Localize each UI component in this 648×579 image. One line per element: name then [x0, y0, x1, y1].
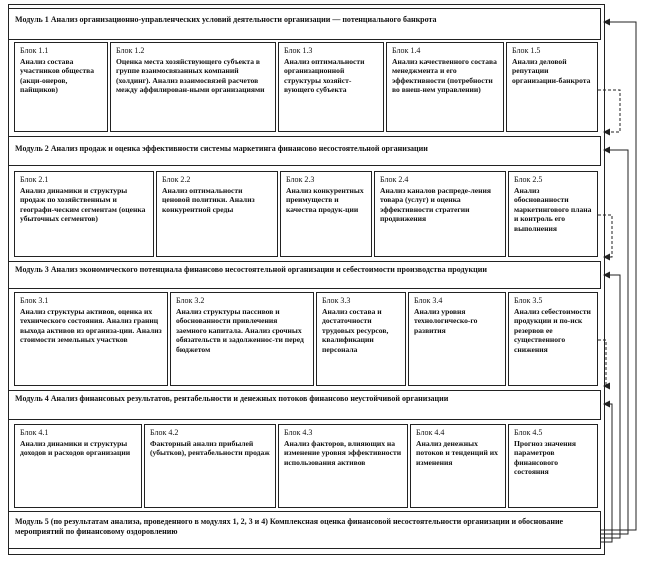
- block-title: Блок 2.2: [162, 175, 191, 184]
- block-text: Анализ качественного состава менеджмента и его эффективности (потребности во внеш-нем управлении): [392, 56, 497, 94]
- arrow-m5-to-m4: [601, 404, 612, 542]
- block-title: Блок 1.2: [116, 46, 145, 55]
- block-title: Блок 2.3: [286, 175, 315, 184]
- module-1-header: Модуль 1 Анализ организационно-управленческих условий деятельности организации — потенциального банкрота: [8, 8, 601, 40]
- block-text: Анализ структуры пассивов и обоснованности привлечения заемного капитала. Анализ срочных обязательств и задолженнос-ти перед бюджетом: [176, 306, 304, 354]
- block-text: Прогноз значения параметров финансового состояния: [514, 438, 576, 476]
- block-text: Анализ динамики и структуры доходов и расходов организации: [20, 438, 131, 457]
- block-text: Анализ факторов, влияющих на изменение уровня эффективности использования активов: [284, 438, 402, 467]
- block-title: Блок 1.4: [392, 46, 421, 55]
- block-title: Блок 2.4: [380, 175, 409, 184]
- block-title: Блок 4.5: [514, 428, 543, 437]
- arrow-m1-blocks: [598, 90, 620, 132]
- block-title: Блок 1.5: [512, 46, 541, 55]
- block-text: Анализ каналов распреде-ления товара (услуг) и оценка эффективности стратегии продвижения: [380, 185, 491, 223]
- block-title: Блок 3.3: [322, 296, 351, 305]
- module-2-header: Модуль 2 Анализ продаж и оценка эффективности системы маркетинга финансово несостоятельной организации: [8, 136, 601, 166]
- block-title: Блок 3.2: [176, 296, 205, 305]
- block-title: Блок 3.5: [514, 296, 543, 305]
- arrow-m5-to-m1: [601, 22, 636, 530]
- block-text: Анализ состава участников общества (акци-онеров, пайщиков): [20, 56, 95, 94]
- block-title: Блок 3.4: [414, 296, 443, 305]
- module-4-header: Модуль 4 Анализ финансовых результатов, рентабельности и денежных потоков финансово неустойчивой организации: [8, 390, 601, 420]
- block-text: Анализ обоснованности маркетингового плана и контроль его выполнения: [514, 185, 592, 233]
- block-title: Блок 4.3: [284, 428, 313, 437]
- block-text: Анализ оптимальности ценовой политики. Анализ конкурентной среды: [162, 185, 255, 214]
- block-text: Анализ динамики и структуры продаж по хозяйственным и географи-ческим сегментам (оценка убыточных сегментов): [20, 185, 146, 223]
- block-title: Блок 3.1: [20, 296, 49, 305]
- block-text: Анализ уровня технологическо-го развития: [414, 306, 478, 335]
- block-title: Блок 4.2: [150, 428, 179, 437]
- block-text: Оценка места хозяйствующего субъекта в группе взаимосвязанных компаний (холдинг). Анализ взаимосвязей расчетов между аффилирован-ными организациями: [116, 56, 265, 94]
- arrow-m5-to-m3: [601, 275, 620, 538]
- block-text: Анализ конкурентных преимуществ и качества продук-ции: [286, 185, 364, 214]
- block-title: Блок 1.1: [20, 46, 49, 55]
- module-5-summary: Модуль 5 (по результатам анализа, проведенного в модулях 1, 2, 3 и 4) Комплексная оценка финансовой несостоятельности организации и обоснование мероприятий по финансовому оздоровлению: [8, 511, 601, 549]
- block-text: Факторный анализ прибылей (убытков), рентабельности продаж: [150, 438, 270, 457]
- block-text: Анализ денежных потоков и тенденций их изменения: [416, 438, 498, 467]
- arrow-m2-blocks: [598, 215, 612, 257]
- block-title: Блок 1.3: [284, 46, 313, 55]
- block-text: Анализ себестоимости продукции и по-иск резервов ее существенного снижения: [514, 306, 591, 354]
- block-title: Блок 2.1: [20, 175, 49, 184]
- block-title: Блок 4.1: [20, 428, 49, 437]
- block-text: Анализ структуры активов, оценка их технического состояния. Анализ границ выхода активов из организа-ции. Анализ стоимости земельных участков: [20, 306, 162, 344]
- arrow-m5-to-m2: [601, 150, 628, 534]
- block-text: Анализ состава и достаточности трудовых ресурсов, квалификации персонала: [322, 306, 389, 354]
- arrow-m3-blocks: [598, 340, 606, 386]
- block-text: Анализ деловой репутации организации-банкрота: [512, 56, 591, 85]
- block-title: Блок 2.5: [514, 175, 543, 184]
- block-title: Блок 4.4: [416, 428, 445, 437]
- module-3-header: Модуль 3 Анализ экономического потенциала финансово несостоятельной организации и себестоимости производства продукции: [8, 261, 601, 289]
- block-text: Анализ оптимальности организационной структуры хозяйст-вующего субъекта: [284, 56, 365, 94]
